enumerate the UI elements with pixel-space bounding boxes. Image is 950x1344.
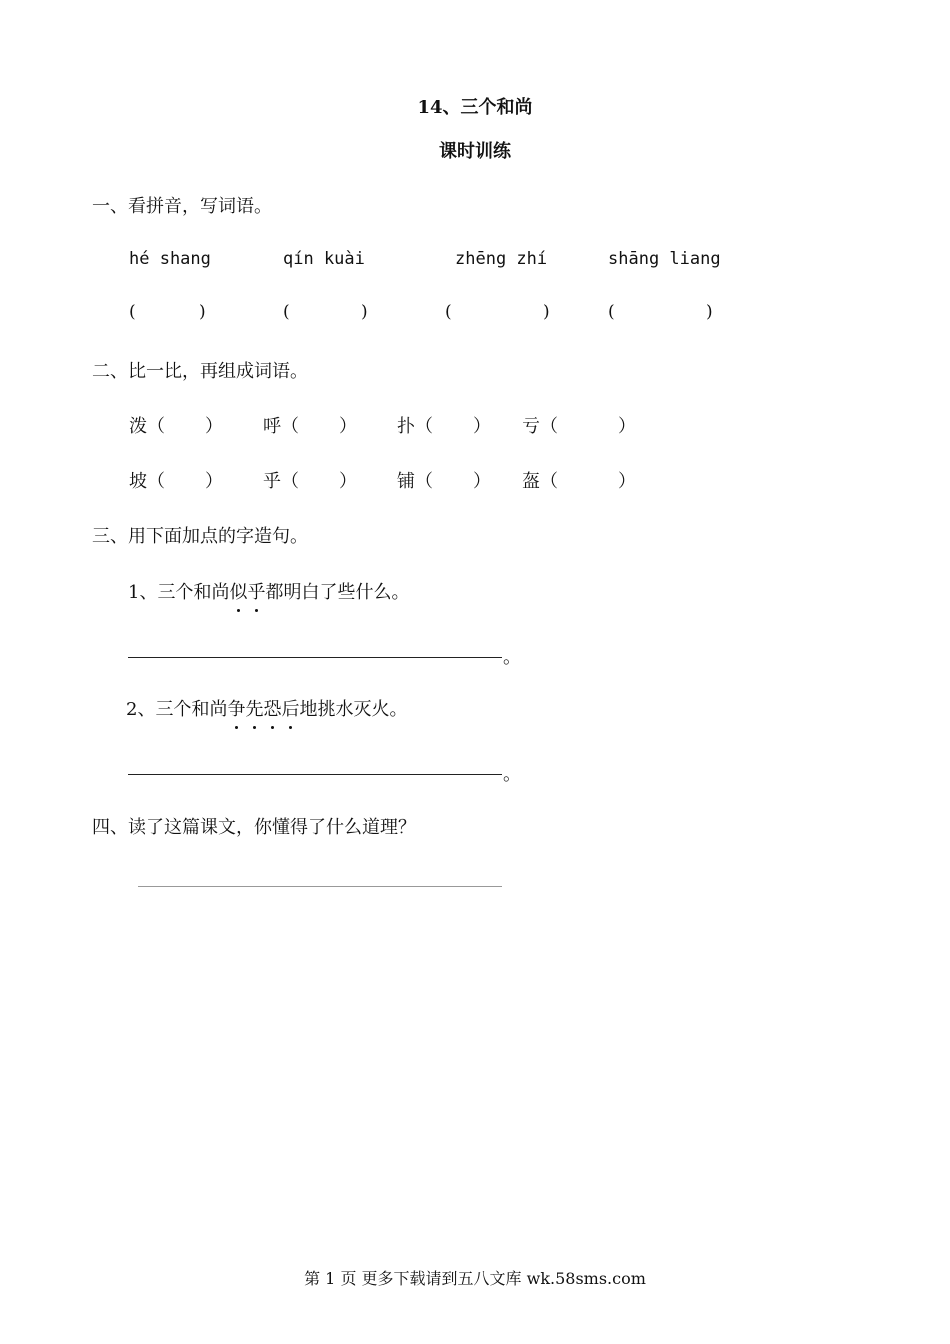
answer-paren-3-open: (: [445, 302, 452, 322]
char-item: [263, 467, 357, 493]
dotted-char: 争: [227, 695, 245, 721]
sentence-text: 地挑水灭火。: [299, 699, 408, 720]
char-item: [522, 467, 636, 493]
char-item: [263, 412, 357, 438]
close-bracket: ）: [339, 416, 357, 437]
section4-heading: 四、读了这篇课文，你懂得了什么道理？: [92, 817, 416, 838]
page-title: 14、三个和尚: [417, 97, 533, 118]
char-item: [522, 412, 636, 438]
page-subtitle: 课时训练: [439, 141, 511, 162]
sentence-text: 1、三个和尚: [128, 582, 230, 603]
period-mark: 。: [503, 647, 521, 668]
char: 亏: [522, 416, 540, 437]
sentence-text: 2、三个和尚: [126, 699, 228, 720]
dotted-char: 似: [229, 578, 247, 604]
answer-paren-3-close: ): [543, 302, 550, 322]
open-bracket: （: [281, 471, 299, 492]
pinyin-3: zhēng zhí: [455, 249, 548, 269]
char: 坡: [129, 471, 147, 492]
sentence-2: [126, 695, 407, 721]
sentence-text: 都明白了些什么。: [265, 582, 410, 603]
dotted-char: 恐: [263, 695, 281, 721]
answer-line-3[interactable]: [138, 886, 502, 887]
char: 乎: [263, 471, 281, 492]
char-item: [129, 412, 223, 438]
close-bracket: ）: [618, 471, 636, 492]
open-bracket: （: [415, 471, 433, 492]
answer-paren-1-open: (: [129, 302, 136, 322]
dotted-char: 先: [245, 695, 263, 721]
section1-heading: 一、看拼音，写词语。: [92, 196, 272, 217]
char-item: [129, 467, 223, 493]
char-item: [397, 467, 491, 493]
answer-line-2[interactable]: [128, 774, 502, 775]
char-item: [397, 412, 491, 438]
sentence-1: [128, 578, 409, 604]
char: 盔: [522, 471, 540, 492]
open-bracket: （: [147, 471, 165, 492]
char: 泼: [129, 416, 147, 437]
close-bracket: ）: [473, 471, 491, 492]
open-bracket: （: [281, 416, 299, 437]
answer-line-1[interactable]: [128, 657, 502, 658]
close-bracket: ）: [618, 416, 636, 437]
open-bracket: （: [540, 471, 558, 492]
char: 铺: [397, 471, 415, 492]
char: 呼: [263, 416, 281, 437]
answer-paren-1-close: ): [199, 302, 206, 322]
pinyin-2: qín kuài: [283, 249, 365, 269]
open-bracket: （: [415, 416, 433, 437]
dotted-char: 后: [281, 695, 299, 721]
answer-paren-2-close: ): [361, 302, 368, 322]
dotted-char: 乎: [247, 578, 265, 604]
answer-paren-4-open: (: [608, 302, 615, 322]
open-bracket: （: [147, 416, 165, 437]
close-bracket: ）: [205, 416, 223, 437]
answer-paren-4-close: ): [706, 302, 713, 322]
pinyin-1: hé shang: [129, 249, 211, 269]
page-footer: 第 1 页 更多下载请到五八文库 wk.58sms.com: [304, 1269, 646, 1288]
open-bracket: （: [540, 416, 558, 437]
period-mark: 。: [503, 764, 521, 785]
section3-heading: 三、用下面加点的字造句。: [92, 526, 308, 547]
char: 扑: [397, 416, 415, 437]
close-bracket: ）: [473, 416, 491, 437]
answer-paren-2-open: (: [283, 302, 290, 322]
close-bracket: ）: [205, 471, 223, 492]
section2-heading: 二、比一比，再组成词语。: [92, 361, 308, 382]
pinyin-4: shāng liang: [608, 249, 721, 269]
close-bracket: ）: [339, 471, 357, 492]
